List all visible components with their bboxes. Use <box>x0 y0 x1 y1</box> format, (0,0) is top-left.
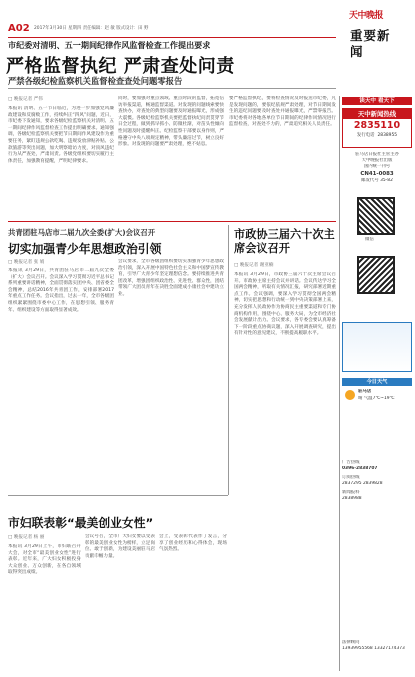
ad-line2: 天中晚报社出版 <box>361 158 393 163</box>
page-date: 2017年3月30日 星期四 责任编辑：赵 敏 版式设计：田 野 <box>34 26 149 31</box>
story4-title: 市妇联表彰“最美创业女性” <box>8 516 154 530</box>
story4-byline: □ 晚报记者 杨 丽 <box>8 535 45 540</box>
footer-tel: 13939955568 13327174373 <box>342 646 405 651</box>
story4-col1: 本报讯 3月29日上午，市妇联召开大会，对全市“最美创业女性”进行表彰。近年来，广大妇女积极投身大众创业、万众创新，在各自领域取得突出成绩。 <box>8 544 81 576</box>
story1-byline: □ 晚报记者 严伟 <box>8 97 43 102</box>
story2-title: 切实加强青少年思想政治引领 <box>8 242 162 256</box>
header-rule <box>8 37 336 38</box>
dist-label: 发行电话 <box>356 133 375 138</box>
footer-label: 法律顾问 <box>342 640 360 645</box>
story1-divider <box>8 88 336 89</box>
story1-kicker: 市纪委对清明、五一期间纪律作风监督检查工作提出要求 <box>8 40 211 50</box>
section-title: 重要新闻 <box>350 28 391 59</box>
weather-city: 驻马店 <box>358 389 372 394</box>
story2-kicker: 共青团驻马店市二届九次全委(扩大)会议召开 <box>8 228 156 237</box>
story2-col2: 会议要求，全市各级团组织要切实加强青少年思想政治引领，深入开展中国特色社会主义和中国梦宣传教育，引导广大青少年坚定理想信念。要持续推进共青团改革，增强团组织政治性、先进性、群众性，团结带领广大团员青年在决胜全面建成小康社会中建功立业。 <box>118 259 224 297</box>
sidebar-hotline-box <box>342 108 412 148</box>
sidebar-tagline: 读天中 看天下 <box>342 97 412 105</box>
qr-code-1 <box>357 197 395 235</box>
hotline-number: 2835110 <box>353 120 401 131</box>
hotline-title: 天中新闻热线 <box>343 109 411 119</box>
info-tel: 2838988 <box>342 496 362 501</box>
weather-temp: 晴 气温7℃~19℃ <box>358 396 395 401</box>
ad-tel: 0396-2838707 <box>342 466 378 471</box>
sidebar-info-block <box>342 152 412 184</box>
dist-number: 2838955 <box>377 133 398 138</box>
sidebar-contacts <box>342 460 412 502</box>
story3-title: 市政协三届六十次主席会议召开 <box>234 228 335 255</box>
story2-byline: □ 晚报记者 张 娟 <box>8 260 45 265</box>
story1-col2: 同时，要加强对重点领域、重点时段的监督，拓宽信访举报渠道，畅通监督渠道。对发现的问题线索要快查快办，对查处的典型问题要及时通报曝光，形成强大震慑。各级纪检监察机关要把监督执纪问责贯穿节日全过程，做到抓早抓小、防微杜渐，对苗头性倾向性问题及时提醒纠正。纪检监察干部要以身作则，严格遵守中央八项规定精神，带头廉洁过节，树立良好形象。对发现的问题要严肃处理，绝不姑息。 <box>118 96 224 148</box>
info-label: 新闻报料 <box>342 490 360 495</box>
sub-tel: 2837295 2839828 <box>342 481 383 486</box>
qr-code-2 <box>357 256 395 294</box>
story1-col3: 要严格监督执纪，要将检查情况及时报送市纪委，凡是发现问题的，要依纪依规严肃处理，对节日期间发生的违纪问题要及时查处并通报曝光，严禁零报告。市纪委将对各地各单位节日期间的纪律作风情况进行监督检查，对查处不力的，严肃追究相关人员责任。 <box>229 96 336 128</box>
masthead-logo: 天中晚报 <box>349 11 384 21</box>
story1-bottom-rule <box>8 221 336 222</box>
story3-byline: □ 晚报记者 谢亚楠 <box>234 263 274 268</box>
cn-code: CN41-0083 <box>360 171 394 177</box>
sidebar-ad-banner <box>342 322 412 372</box>
sidebar-footer <box>342 640 412 652</box>
story4-top-rule <box>8 495 228 496</box>
story1-subtitle: 严禁各级纪检监察机关监督检查查处问题零报告 <box>8 76 183 86</box>
weather-title: 今日天气 <box>342 378 412 386</box>
story4-col2: 会议号召，全市广大妇女要以受表彰的最美创业女性为榜样，立足岗位、敢于创新，为建设美丽驻马店贡献巾帼力量。 <box>85 534 155 559</box>
story3-col: 本报讯 3月29日，市政协三届六十次主席会议召开。市政协主席主持会议并讲话。会议传达学习全国两会精神，听取有关情况汇报，研究部署近期重点工作。会议强调，要深入学习贯彻全国两会精神，切实把思想和行动统一到中央决策部署上来，充分发挥人民政协作为协商民主重要渠道和专门协商机构作用，围绕中心、服务大局，为全市经济社会发展献计出力。会议要求，各专委会要认真筹备下一阶段重点协商议题，深入开展调查研究，提出有针对性的意见建议，不断提高履职水平。 <box>234 272 336 337</box>
ad-line1: 驻马店日报社主管主办 <box>355 152 399 157</box>
story1-title: 严格监督执纪 严肃查处问责 <box>6 56 235 77</box>
qr-label-1: 微信 <box>365 237 374 242</box>
story2-col1: 本报讯 3月29日，共青团驻马店市二届九次全委（扩大）会议召开。会议深入学习贯彻习近平总书记系列重要讲话精神，全面贯彻落实团中央、团省委全会精神，总结2016年共青团工作，安排部署2017年重点工作任务。会议指出，过去一年，全市各级团组织紧紧围绕市委中心工作，在思想引领、服务青年、组织建设等方面取得显著成效。 <box>8 268 114 313</box>
sun-icon <box>345 390 355 400</box>
story1-col1: 本报讯 清明、五一节日临近，为进一步加强党风廉政建设和反腐败工作，持续纠正“四风”问题，近日，市纪委下发通知，要求各级纪检监察机关对清明、五一期间纪律作风监督检查工作提出明确要求。通知强调，各级纪检监察机关要把节日期间作风建设作为重要任务，紧盯违规公款吃喝、违规发放津贴补贴、公款旅游等突出问题，加大明察暗访力度，对顶风违纪行为从严查处，严肃问责。各级党组织要切实履行主体责任，加强教育提醒，严明纪律要求。 <box>8 106 114 164</box>
sidebar-divider <box>339 96 340 671</box>
page-number: A02 <box>8 23 30 34</box>
story-divider-vertical <box>228 225 229 495</box>
ad-line3: 国内统一刊号 <box>363 164 391 169</box>
sub-label: 订阅热线 <box>342 475 360 480</box>
story4-col3: 会上，受表彰代表作了发言，分享了创业经历和心得体会，现场气氛热烈。 <box>159 534 227 553</box>
ad-tel-label: 广告热线 <box>342 460 360 465</box>
ad-line4: 邮发代号 35-82 <box>361 178 393 183</box>
